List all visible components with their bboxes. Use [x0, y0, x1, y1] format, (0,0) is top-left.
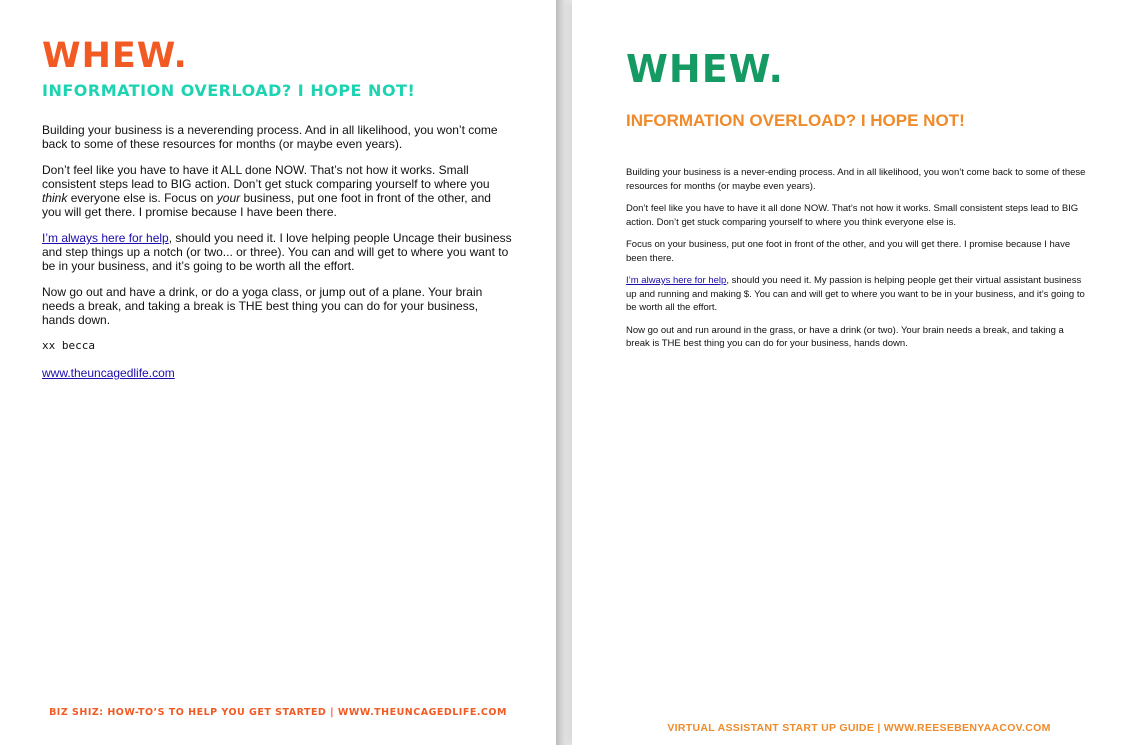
- right-page-subtitle: INFORMATION OVERLOAD? I HOPE NOT!: [626, 111, 965, 130]
- left-p3-text: , should you need it. I love helping people Uncage their business and step things up a notch (or two... or three). You can and will get to where you want to be in your business, and it’s going to be worth all the effort.: [42, 231, 512, 273]
- right-paragraph-5: Now go out and run around in the grass, or have a drink (or two). Your brain needs a break, and taking a break is THE best thing you can do for your business, hands down.: [626, 324, 1064, 349]
- left-page-title: WHEW.: [42, 36, 188, 76]
- right-p4-text: , should you need it. My passion is helping people get their virtual assistant business up and running and making $. You can and will get to where you want to be in your business, and it’s going to be worth all the effort.: [626, 275, 1085, 313]
- right-page-footer: VIRTUAL ASSISTANT START UP GUIDE | WWW.REESEBENYAACOV.COM: [667, 722, 1051, 734]
- right-paragraph-2: Don’t feel like you have to have it all done NOW. That’s not how it works. Small consistent steps lead to BIG action. Don’t get stuck comparing yourself to where you think everyone else is.: [626, 203, 1079, 228]
- right-paragraph-4: [626, 274, 1088, 315]
- left-paragraph-4: Now go out and have a drink, or do a yoga class, or jump out of a plane. Your brain needs a break, and taking a break is THE best thing you can do for your business, hands down.: [42, 285, 483, 327]
- left-p2-emphasis-think: think: [42, 191, 68, 205]
- left-page-body: [42, 123, 512, 392]
- right-paragraph-3: Focus on your business, put one foot in front of the other, and you will get there. I promise because I have been there.: [626, 239, 1071, 264]
- left-paragraph-2: [42, 163, 512, 219]
- left-p2-emphasis-your: your: [216, 191, 241, 205]
- right-help-link[interactable]: I’m always here for help: [626, 275, 727, 286]
- left-page-footer: BIZ SHIZ: HOW-TO’S TO HELP YOU GET STARTED | WWW.THEUNCAGEDLIFE.COM: [49, 707, 507, 718]
- right-paragraph-1: Building your business is a never-ending process. And in all likelihood, you won’t come back to some of these resources for months (or maybe even years).: [626, 167, 1086, 192]
- left-p2-text-a: Don’t feel like you have to have it ALL done NOW. That’s not how it works. Small consistent steps lead to BIG action. Don’t get stuck comparing yourself to where you: [42, 163, 490, 191]
- page-gutter-divider: [556, 0, 572, 745]
- left-document-page: [0, 0, 556, 745]
- left-website-paragraph: [42, 366, 512, 380]
- left-paragraph-1: Building your business is a neverending process. And in all likelihood, you won’t come back to some of these resources for months (or maybe even years).: [42, 123, 498, 151]
- left-p2-text-c: business, put one foot in front of the other, and you will get there. I promise because I have been there.: [42, 191, 491, 219]
- left-paragraph-3: [42, 231, 512, 273]
- left-page-subtitle: INFORMATION OVERLOAD? I HOPE NOT!: [42, 81, 416, 100]
- left-signature: xx becca: [42, 339, 95, 352]
- right-page-body: [626, 166, 1088, 360]
- left-help-link[interactable]: I’m always here for help: [42, 231, 169, 245]
- right-document-page: [572, 0, 1146, 745]
- right-page-title: WHEW.: [626, 47, 784, 91]
- left-website-link[interactable]: www.theuncagedlife.com: [42, 366, 175, 380]
- left-p2-text-b: everyone else is. Focus on: [67, 191, 217, 205]
